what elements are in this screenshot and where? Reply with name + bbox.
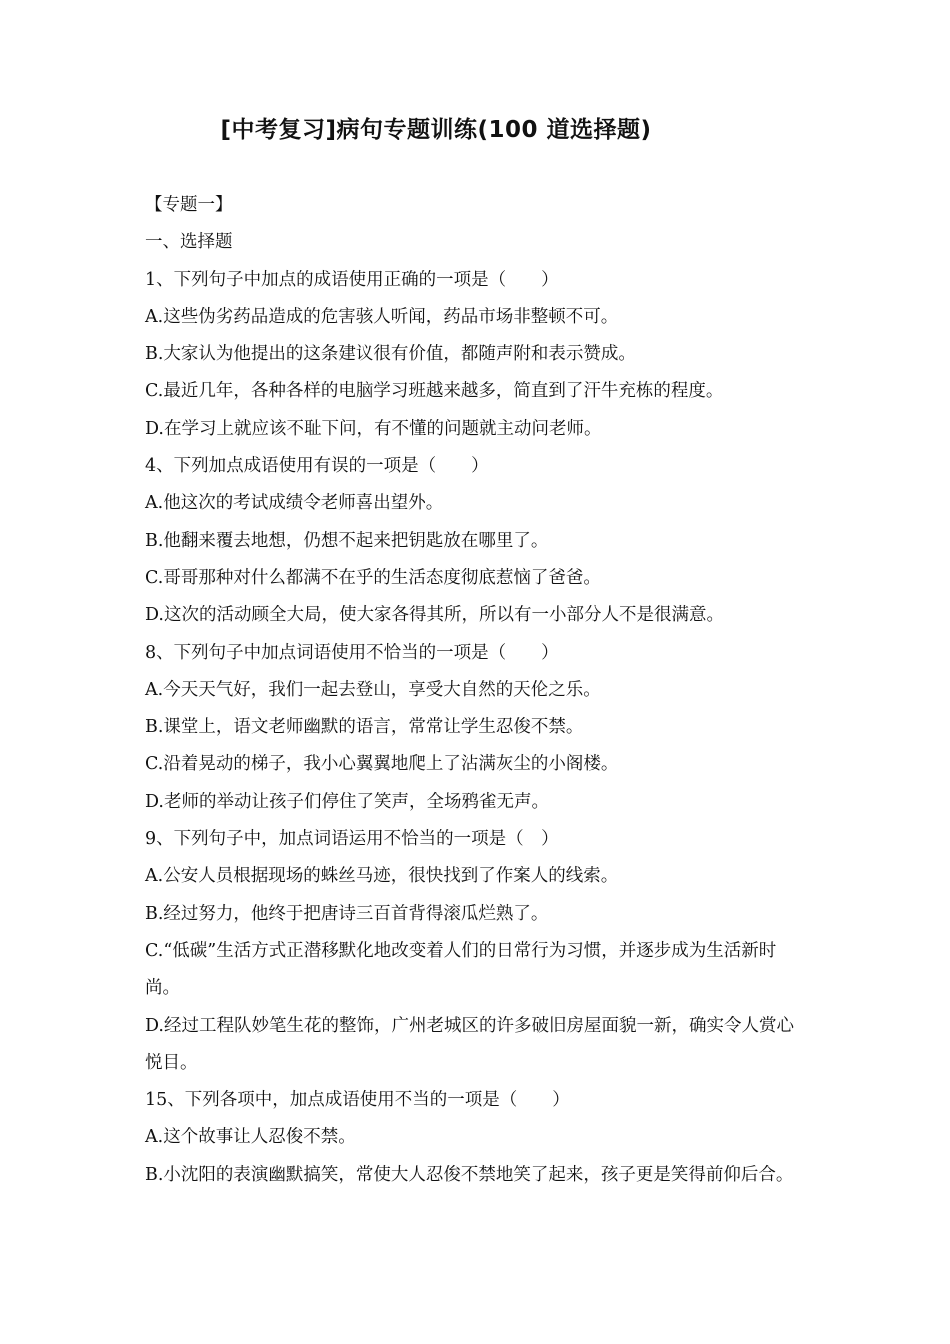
question-1 — [145, 262, 805, 448]
section-label: 【专题一】 — [145, 195, 233, 215]
option-c: C.哥哥那种对什么都满不在乎的生活态度彻底惹恼了爸爸。 — [145, 567, 601, 588]
part-heading: 一、选择题 — [145, 232, 233, 253]
question-stem: 1、下列句子中加点的成语使用正确的一项是（ ） — [145, 269, 559, 290]
option-a: A.他这次的考试成绩令老师喜出望外。 — [145, 493, 444, 514]
option-b: B.他翻来覆去地想，仍想不起来把钥匙放在哪里了。 — [145, 530, 549, 551]
question-stem: 4、下列加点成语使用有误的一项是（ ） — [145, 456, 489, 477]
option-d: D.老师的举动让孩子们停住了笑声，全场鸦雀无声。 — [145, 791, 549, 812]
option-d: D.这次的活动顾全大局，使大家各得其所，所以有一小部分人不是很满意。 — [145, 605, 724, 626]
question-9 — [145, 821, 805, 1082]
document-body — [145, 187, 805, 1194]
option-d: D.经过工程队妙笔生花的整饰，广州老城区的许多破旧房屋面貌一新，确实令人赏心悦目。 — [145, 1015, 794, 1073]
option-a: A.这些伪劣药品造成的危害骇人听闻，药品市场非整顿不可。 — [145, 306, 619, 327]
option-a: A.公安人员根据现场的蛛丝马迹，很快找到了作案人的线索。 — [145, 866, 619, 887]
option-c: C.“低碳”生活方式正潜移默化地改变着人们的日常行为习惯，并逐步成为生活新时尚。 — [145, 940, 777, 999]
option-c: C.沿着晃动的梯子，我小心翼翼地爬上了沾满灰尘的小阁楼。 — [145, 754, 619, 775]
option-b: B.课堂上，语文老师幽默的语言，常常让学生忍俊不禁。 — [145, 717, 584, 738]
option-d: D.在学习上就应该不耻下问，有不懂的问题就主动问老师。 — [145, 418, 602, 439]
option-b: B.小沈阳的表演幽默搞笑，常使大人忍俊不禁地笑了起来，孩子更是笑得前仰后合。 — [145, 1164, 794, 1185]
document-title: [中考复习]病句专题训练(100 道选择题) — [220, 117, 652, 143]
option-b: B.经过努力，他终于把唐诗三百首背得滚瓜烂熟了。 — [145, 903, 549, 924]
question-4 — [145, 448, 805, 634]
question-stem: 8、下列句子中加点词语使用不恰当的一项是（ ） — [145, 642, 559, 663]
option-a: A.今天天气好，我们一起去登山，享受大自然的天伦之乐。 — [145, 679, 601, 700]
option-b: B.大家认为他提出的这条建议很有价值，都随声附和表示赞成。 — [145, 344, 636, 365]
question-15 — [145, 1082, 805, 1194]
option-c: C.最近几年，各种各样的电脑学习班越来越多，简直到了汗牛充栋的程度。 — [145, 381, 724, 402]
question-stem: 9、下列句子中，加点词语运用不恰当的一项是（ ） — [145, 829, 559, 850]
question-8 — [145, 635, 805, 821]
question-stem: 15、下列各项中，加点成语使用不当的一项是（ ） — [145, 1090, 570, 1111]
option-a: A.这个故事让人忍俊不禁。 — [145, 1127, 356, 1148]
